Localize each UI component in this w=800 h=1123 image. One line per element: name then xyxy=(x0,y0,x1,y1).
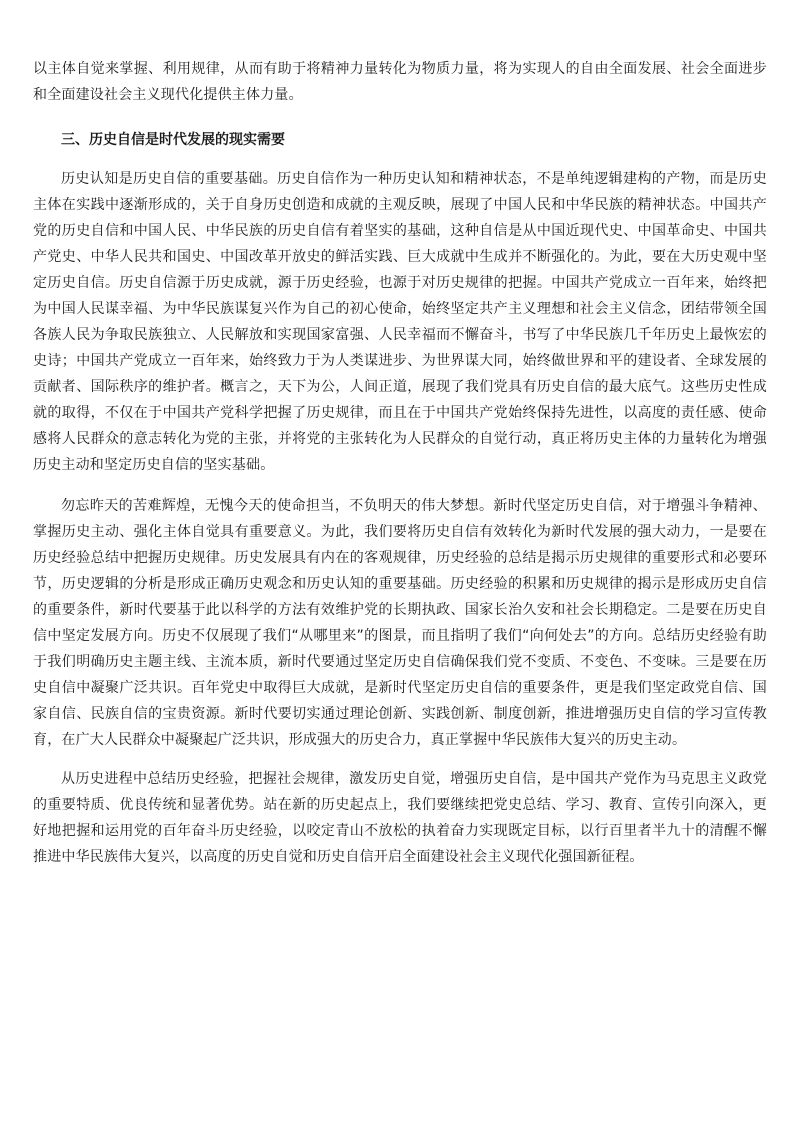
body-paragraph-1: 历史认知是历史自信的重要基础。历史自信作为一种历史认知和精神状态，不是单纯逻辑建构的产物，而是历史主体在实践中逐渐形成的，关于自身历史创造和成就的主观反映，展现了中国人民和中华民族的精神状态。中国共产党的历史自信和中国人民、中华民族的历史自信有着坚实的基础，这种自信是从中国近现代史、中国革命史、中国共产党史、中华人民共和国史、中国改革开放史的鲜活实践、巨大成就中生成并不断强化的。为此，要在大历史观中坚定历史自信。历史自信源于历史成就，源于历史经验，也源于对历史规律的把握。中国共产党成立一百年来，始终把为中国人民谋幸福、为中华民族谋复兴作为自己的初心使命，始终坚定共产主义理想和社会主义信念，团结带领全国各族人民为争取民族独立、人民解放和实现国家富强、人民幸福而不懈奋斗，书写了中华民族几千年历史上最恢宏的史诗；中国共产党成立一百年来，始终致力于为人类谋进步、为世界谋大同，始终做世界和平的建设者、全球发展的贡献者、国际秩序的维护者。概言之，天下为公，人间正道，展现了我们党具有历史自信的最大底气。这些历史性成就的取得，不仅在于中国共产党科学把握了历史规律，而且在于中国共产党始终保持先进性，以高度的责任感、使命感将人民群众的意志转化为党的主张，并将党的主张转化为人民群众的自觉行动，真正将历史主体的力量转化为增强历史主动和坚定历史自信的坚实基础。 xyxy=(33,171,767,473)
body-paragraph-2: 勿忘昨天的苦难辉煌，无愧今天的使命担当，不负明天的伟大梦想。新时代坚定历史自信，对于增强斗争精神、掌握历史主动、强化主体自觉具有重要意义。为此，我们要将历史自信有效转化为新时代发展的强大动力，一是要在历史经验总结中把握历史规律。历史发展具有内在的客观规律，历史经验的总结是揭示历史规律的重要形式和必要环节，历史逻辑的分析是形成正确历史观念和历史认知的重要基础。历史经验的积累和历史规律的揭示是形成历史自信的重要条件，新时代要基于此以科学的方法有效维护党的长期执政、国家长治久安和社会长期稳定。二是要在历史自信中坚定发展方向。历史不仅展现了我们“从哪里来”的图景，而且指明了我们“向何处去”的方向。总结历史经验有助于我们明确历史主题主线、主流本质，新时代要通过坚定历史自信确保我们党不变质、不变色、不变味。三是要在历史自信中凝聚广泛共识。百年党史中取得巨大成就，是新时代坚定历史自信的重要条件，更是我们坚定政党自信、国家自信、民族自信的宝贵资源。新时代要切实通过理论创新、实践创新、制度创新，推进增强历史自信的学习宣传教育，在广大人民群众中凝聚起广泛共识，形成强大的历史合力，真正掌握中华民族伟大复兴的历史主动。 xyxy=(33,498,767,748)
intro-paragraph: 以主体自觉来掌握、利用规律，从而有助于将精神力量转化为物质力量，将为实现人的自由全面发展、社会全面进步和全面建设社会主义现代化提供主体力量。 xyxy=(33,61,767,103)
body-paragraph-3: 从历史进程中总结历史经验，把握社会规律，激发历史自觉，增强历史自信，是中国共产党作为马克思主义政党的重要特质、优良传统和显著优势。站在新的历史起点上，我们要继续把党史总结、学习、教育、宣传引向深入，更好地把握和运用党的百年奋斗历史经验，以咬定青山不放松的执着奋力实现既定目标，以行百里者半九十的清醒不懈推进中华民族伟大复兴，以高度的历史自觉和历史自信开启全面建设社会主义现代化强国新征程。 xyxy=(33,771,767,865)
section-heading: 三、历史自信是时代发展的现实需要 xyxy=(61,132,285,148)
paragraph-gap xyxy=(33,753,767,766)
paragraph-gap xyxy=(33,478,767,493)
